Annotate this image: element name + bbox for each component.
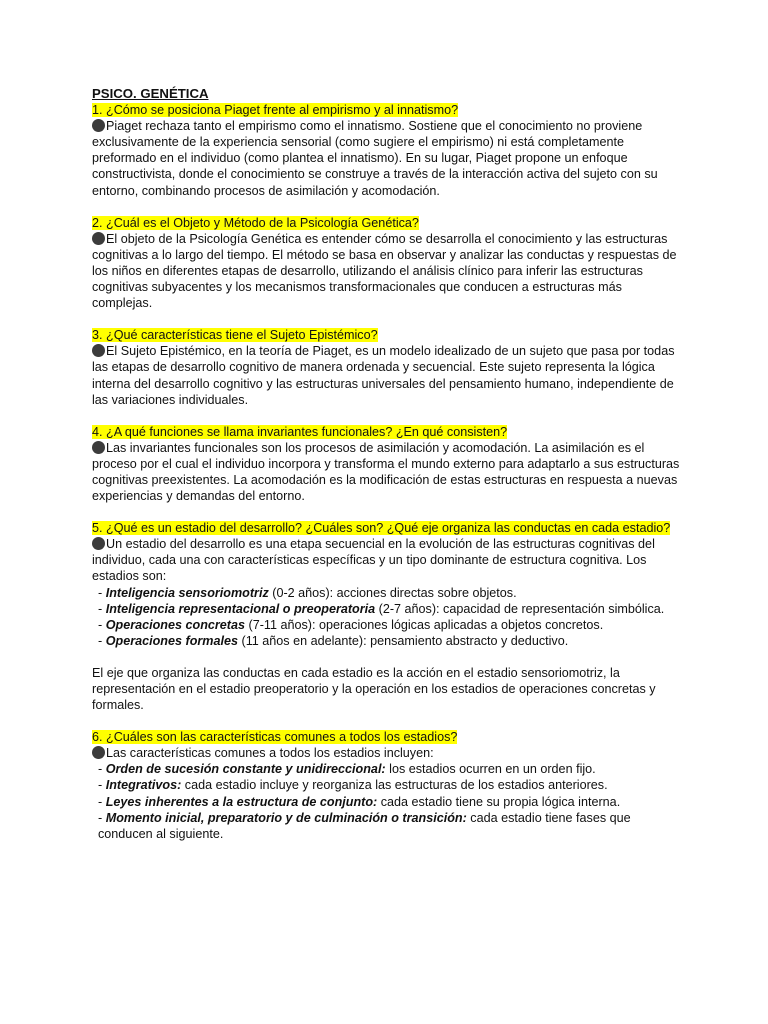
bullet-dot-icon [92, 746, 105, 759]
question-6: 6. ¿Cuáles son las características comunes a todos los estadios? [92, 730, 458, 745]
list-item-term: Inteligencia sensoriomotriz [105, 585, 269, 600]
list-item-text: los estadios ocurren en un orden fijo. [385, 762, 596, 777]
list-item-term: Operaciones concretas [105, 617, 245, 632]
list-item: - Orden de sucesión constante y unidireccional: los estadios ocurren en un orden fijo. [98, 762, 596, 777]
list-item-text: (0-2 años): acciones directas sobre objetos. [268, 585, 517, 600]
list-item-text: cada estadio tiene su propia lógica interna. [377, 794, 621, 809]
bullet-dot-icon [92, 344, 105, 357]
list-item: - Inteligencia representacional o preoperatoria (2-7 años): capacidad de representación simbólica. [98, 601, 665, 616]
list-item: - Operaciones formales (11 años en adelante): pensamiento abstracto y deductivo. [98, 633, 569, 648]
bullet-dot-icon [92, 119, 105, 132]
section-4 [92, 424, 684, 504]
list-item-term: Operaciones formales [105, 633, 238, 648]
list-item-term: Leyes inherentes a la estructura de conjunto: [105, 794, 378, 809]
list-item-text: (7-11 años): operaciones lógicas aplicadas a objetos concretos. [245, 617, 604, 632]
bullet-dot-icon [92, 232, 105, 245]
list-item-text: (11 años en adelante): pensamiento abstracto y deductivo. [238, 633, 569, 648]
question-1: 1. ¿Cómo se posiciona Piaget frente al empirismo y al innatismo? [92, 103, 459, 118]
list-item-term: Inteligencia representacional o preoperatoria [105, 601, 376, 616]
list-item: - Operaciones concretas (7-11 años): operaciones lógicas aplicadas a objetos concretos. [98, 617, 604, 632]
section-3 [92, 327, 684, 407]
answer-6: Las características comunes a todos los estadios incluyen: [106, 746, 434, 761]
list-item: - Momento inicial, preparatorio y de culminación o transición: cada estadio tiene fases que conducen al siguiente. [98, 810, 631, 841]
list-item: - Inteligencia sensoriomotriz (0-2 años): acciones directas sobre objetos. [98, 585, 517, 600]
section-1 [92, 102, 684, 199]
list-item: - Leyes inherentes a la estructura de conjunto: cada estadio tiene su propia lógica interna. [98, 794, 621, 809]
bullet-dot-icon [92, 537, 105, 550]
list-item-term: Momento inicial, preparatorio y de culminación o transición: [105, 810, 467, 825]
section-2 [92, 215, 684, 312]
list-item-text: (2-7 años): capacidad de representación simbólica. [375, 601, 665, 616]
document-body [92, 86, 684, 858]
question-2: 2. ¿Cuál es el Objeto y Método de la Psicología Genética? [92, 215, 419, 230]
section-5 [92, 520, 684, 713]
bullet-dot-icon [92, 441, 105, 454]
answer-1: Piaget rechaza tanto el empirismo como el innatismo. Sostiene que el conocimiento no proviene exclusivamente de la experiencia sensorial (como sugiere el empirismo) ni está completamente preformado en el individuo (como plantea el innatismo). En su lugar, Piaget propone un enfoque constructivista, donde el conocimiento se construye a través de la interacción activa del sujeto con su entorno, combinando procesos de asimilación y acomodación. [92, 119, 658, 198]
answer-5: Un estadio del desarrollo es una etapa secuencial en la evolución de las estructuras cognitivas del individuo, cada una con características específicas y un tipo dominante de estructura cognitiva. Los estadios son: [92, 537, 655, 584]
question-3: 3. ¿Qué características tiene el Sujeto Epistémico? [92, 328, 378, 343]
document-title: PSICO. GENÉTICA [92, 86, 209, 101]
list-item-term: Integrativos: [105, 778, 182, 793]
list-item-text: cada estadio incluye y reorganiza las estructuras de los estadios anteriores. [181, 778, 608, 793]
list-item: - Integrativos: cada estadio incluye y reorganiza las estructuras de los estadios anteriores. [98, 778, 608, 793]
list-item-text: cada estadio tiene fases que conducen al siguiente. [98, 810, 631, 841]
list-item-term: Orden de sucesión constante y unidireccional: [105, 762, 386, 777]
section-6 [92, 729, 684, 842]
question-5: 5. ¿Qué es un estadio del desarrollo? ¿Cuáles son? ¿Qué eje organiza las conductas en cada estadio? [92, 521, 671, 536]
question-4: 4. ¿A qué funciones se llama invariantes funcionales? ¿En qué consisten? [92, 424, 508, 439]
answer-4: Las invariantes funcionales son los procesos de asimilación y acomodación. La asimilación es el proceso por el cual el individuo incorpora y transforma el mundo externo para adaptarlo a sus estructuras cognitivas preexistentes. La acomodación es la modificación de estas estructuras en respuesta a nuevas experiencias y demandas del entorno. [92, 440, 680, 504]
answer-2: El objeto de la Psicología Genética es entender cómo se desarrolla el conocimiento y las estructuras cognitivas a lo largo del tiempo. El método se basa en observar y analizar las conductas y respuestas de los niños en diferentes etapas de desarrollo, utilizando el análisis clínico para inferir las estructuras cognitivas subyacentes y los mecanismos transformacionales que conducen a estructuras más complejas. [92, 231, 677, 311]
answer-3: El Sujeto Epistémico, en la teoría de Piaget, es un modelo idealizado de un sujeto que pasa por todas las etapas de desarrollo cognitivo de manera ordenada y secuencial. Este sujeto representa la lógica interna del desarrollo cognitivo y las estructuras universales del pensamiento humano, independiente de las variaciones individuales. [92, 344, 675, 407]
closing-paragraph: El eje que organiza las conductas en cada estadio es la acción en el estadio sensoriomotriz, la representación en el estadio preoperatorio y la operación en los estadios de operaciones concretas y formales. [92, 665, 656, 713]
